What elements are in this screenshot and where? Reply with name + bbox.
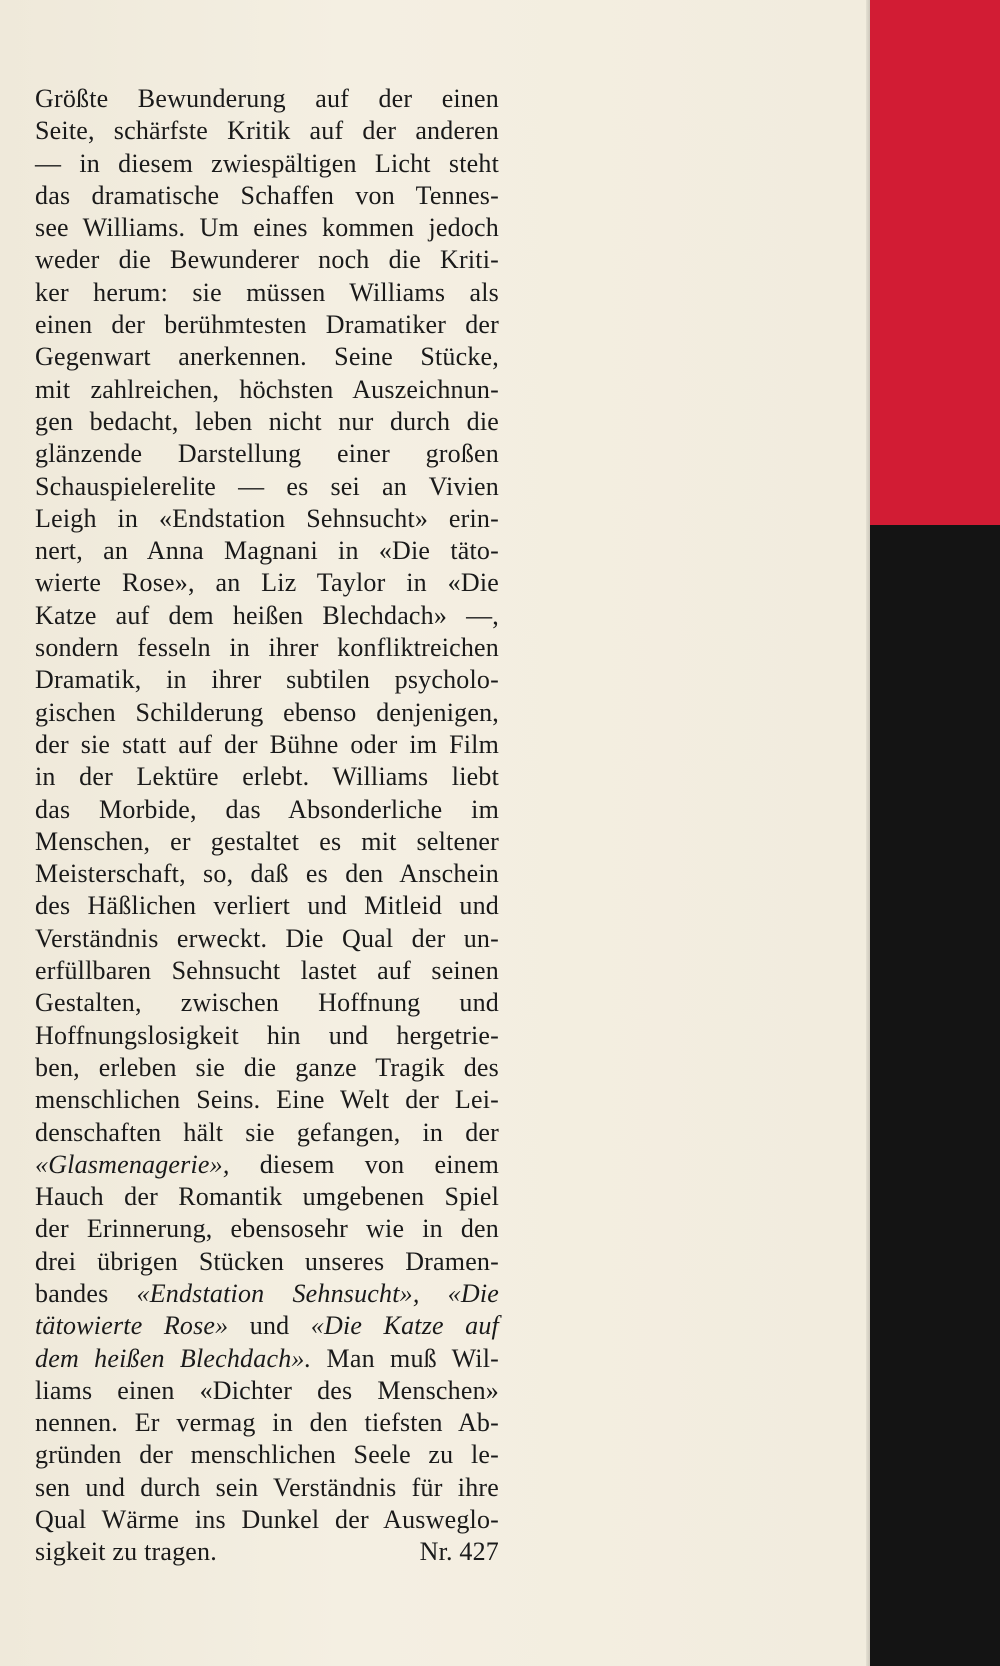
blurb-line: [35, 1310, 499, 1342]
blurb-line: menschlichen Seins. Eine Welt der Lei-: [35, 1085, 499, 1115]
blurb-line: das Morbide, das Absonderliche im: [35, 794, 499, 824]
blurb-line: erfüllbaren Sehnsucht lastet auf seinen: [35, 956, 499, 986]
blurb-line: wierte Rose», an Liz Taylor in «Die: [35, 568, 499, 598]
blurb-line: Leigh in «Endstation Sehnsucht» erin-: [35, 503, 499, 533]
blurb-line: [35, 1278, 499, 1310]
blurb-line: einen der berühmtesten Dramatiker der: [35, 310, 499, 340]
blurb-line: Verständnis erweckt. Die Qual der un-: [35, 923, 499, 953]
blurb-line: sen und durch sein Verständnis für ihre: [35, 1472, 499, 1502]
title-glasmenagerie: «Glasmenagerie»,: [35, 1149, 230, 1179]
blurb-final-text: sigkeit zu tragen.: [35, 1537, 217, 1567]
blurb-line: das dramatische Schaffen von Tennes-: [35, 180, 499, 210]
blurb-line: Katze auf dem heißen Blechdach» —,: [35, 600, 499, 630]
blurb-line: denschaften hält sie gefangen, in der: [35, 1117, 499, 1147]
blurb-line: Gegenwart anerkennen. Seine Stücke,: [35, 342, 499, 372]
blurb-line-text: Man muß Wil-: [326, 1343, 499, 1373]
blurb-line: gischen Schilderung ebenso denjenigen,: [35, 697, 499, 727]
blurb-line-text: diesem von einem: [259, 1149, 499, 1179]
blurb-line: liams einen «Dichter des Menschen»: [35, 1375, 499, 1405]
blurb-line: Qual Wärme ins Dunkel der Ausweglo-: [35, 1505, 499, 1535]
catalog-number: Nr. 427: [419, 1537, 499, 1567]
blurb-line: mit zahlreichen, höchsten Auszeichnun-: [35, 374, 499, 404]
title-rose: tätowierte Rose»: [35, 1311, 229, 1341]
blurb-line-text: bandes: [35, 1278, 109, 1308]
blurb-line: Menschen, er gestaltet es mit seltener: [35, 826, 499, 856]
blurb-line: nert, an Anna Magnani in «Die täto-: [35, 536, 499, 566]
blurb-line: Dramatik, in ihrer subtilen psycholo-: [35, 665, 499, 695]
spine-red-band: [870, 0, 1000, 525]
blurb-line: Seite, schärfste Kritik auf der anderen: [35, 116, 499, 146]
blurb-line: see Williams. Um eines kommen jedoch: [35, 213, 499, 243]
title-endstation: «Endstation Sehnsucht»,: [136, 1278, 420, 1308]
blurb-line: Hoffnungslosigkeit hin und hergetrie-: [35, 1020, 499, 1050]
blurb-line: der sie statt auf der Bühne oder im Film: [35, 729, 499, 759]
blurb-line: Größte Bewunderung auf der einen: [35, 84, 499, 113]
blurb-line: Gestalten, zwischen Hoffnung und: [35, 988, 499, 1018]
blurb-line: Hauch der Romantik umgebenen Spiel: [35, 1182, 499, 1212]
blurb-line: weder die Bewunderer noch die Kriti-: [35, 245, 499, 275]
blurb-text: [35, 83, 499, 1569]
blurb-line: sondern fesseln in ihrer konfliktreichen: [35, 633, 499, 663]
blurb-line: [35, 1149, 499, 1181]
title-blechdach: dem heißen Blechdach».: [35, 1343, 312, 1373]
blurb-line: drei übrigen Stücken unseres Dramen-: [35, 1246, 499, 1276]
blurb-line: der Erinnerung, ebensosehr wie in den: [35, 1214, 499, 1244]
blurb-final-line: [35, 1536, 499, 1568]
blurb-line: ben, erleben sie die ganze Tragik des: [35, 1052, 499, 1082]
spine-black-band: [870, 525, 1000, 1666]
blurb-line: Schauspielerelite — es sei an Vivien: [35, 471, 499, 501]
blurb-line: in der Lektüre erlebt. Williams liebt: [35, 762, 499, 792]
blurb-line: nennen. Er vermag in den tiefsten Ab-: [35, 1408, 499, 1438]
blurb-line: glänzende Darstellung einer großen: [35, 439, 499, 469]
blurb-line: Meisterschaft, so, daß es den Anschein: [35, 859, 499, 889]
title-katze: «Die Katze auf: [310, 1311, 499, 1341]
blurb-line: [35, 1343, 499, 1375]
title-die: «Die: [447, 1278, 500, 1308]
blurb-line: ker herum: sie müssen Williams als: [35, 277, 499, 307]
blurb-line: des Häßlichen verliert und Mitleid und: [35, 891, 499, 921]
blurb-line: — in diesem zwiespältigen Licht steht: [35, 148, 499, 178]
blurb-line: gründen der menschlichen Seele zu le-: [35, 1440, 499, 1470]
blurb-line-text: und: [249, 1311, 290, 1341]
blurb-line: gen bedacht, leben nicht nur durch die: [35, 406, 499, 436]
